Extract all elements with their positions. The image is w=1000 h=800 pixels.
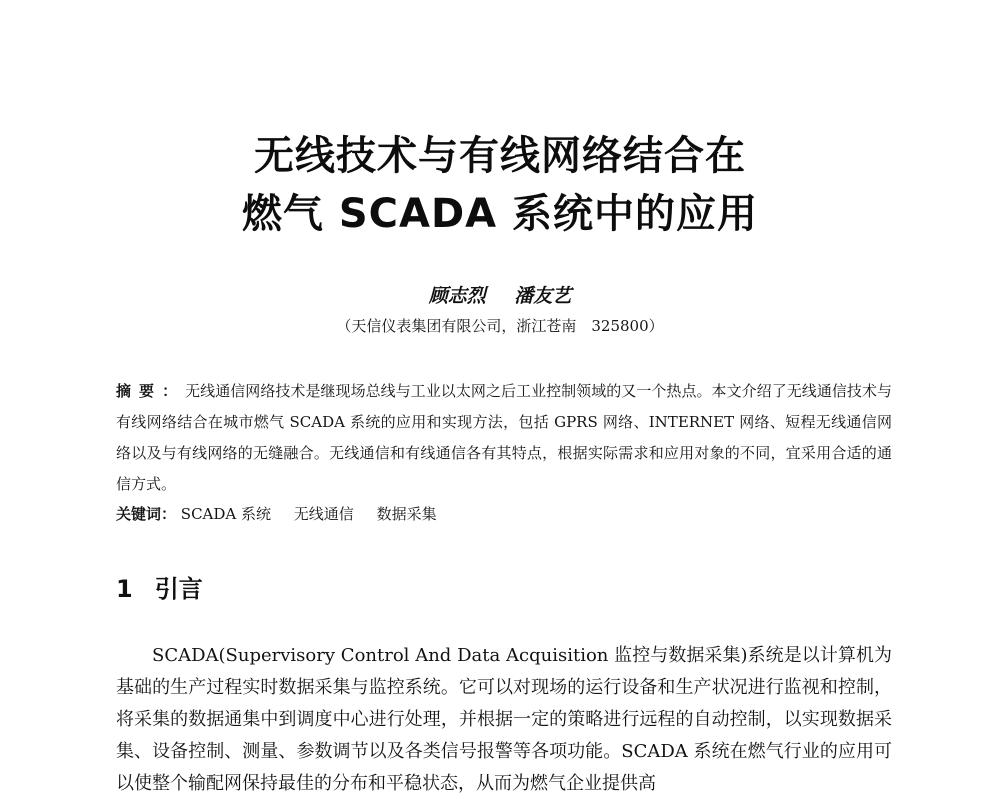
section-title: 引言: [154, 575, 203, 603]
keyword-item: 数据采集: [376, 505, 437, 523]
abstract-label: 摘要：: [116, 382, 186, 400]
keyword-item: 无线通信: [293, 505, 354, 523]
section-number: 1: [116, 575, 133, 603]
abstract: [116, 376, 892, 500]
abstract-text: 无线通信网络技术是继现场总线与工业以太网之后工业控制领域的又一个热点。本文介绍了无线通信技术与有线网络结合在城市燃气 SCADA 系统的应用和实现方法，包括 GPRS 网络、INTERNET 网络、短程无线通信网络以及与有线网络的无缝融合。无线通信和有线通信各有其特点，根据实际需求和应用对象的不同，宜采用合适的通信方式。: [116, 382, 892, 493]
paper-title-line-1: 无线技术与有线网络结合在: [254, 133, 746, 179]
paper-title-line-2: 燃气 SCADA 系统中的应用: [241, 191, 759, 237]
authors: 顾志烈 潘友艺: [428, 285, 572, 307]
keyword-item: SCADA 系统: [180, 505, 272, 523]
body-paragraph: SCADA(Supervisory Control And Data Acquisition 监控与数据采集)系统是以计算机为基础的生产过程实时数据采集与监控系统。它可以对现场的运行设备和生产状况进行监视和控制，将采集的数据通集中到调度中心进行处理，并根据一定的策略进行远程的自动控制，以实现数据采集、设备控制、测量、参数调节以及各类信号报警等各项功能。SCADA 系统在燃气行业的应用可以使整个输配网保持最佳的分布和平稳状态，从而为燃气企业提供高: [116, 645, 892, 794]
section-heading: [116, 572, 203, 606]
affiliation: （天信仪表集团有限公司，浙江苍南 325800）: [336, 317, 664, 335]
keywords: [116, 500, 892, 528]
keywords-label: 关键词：: [116, 505, 177, 523]
